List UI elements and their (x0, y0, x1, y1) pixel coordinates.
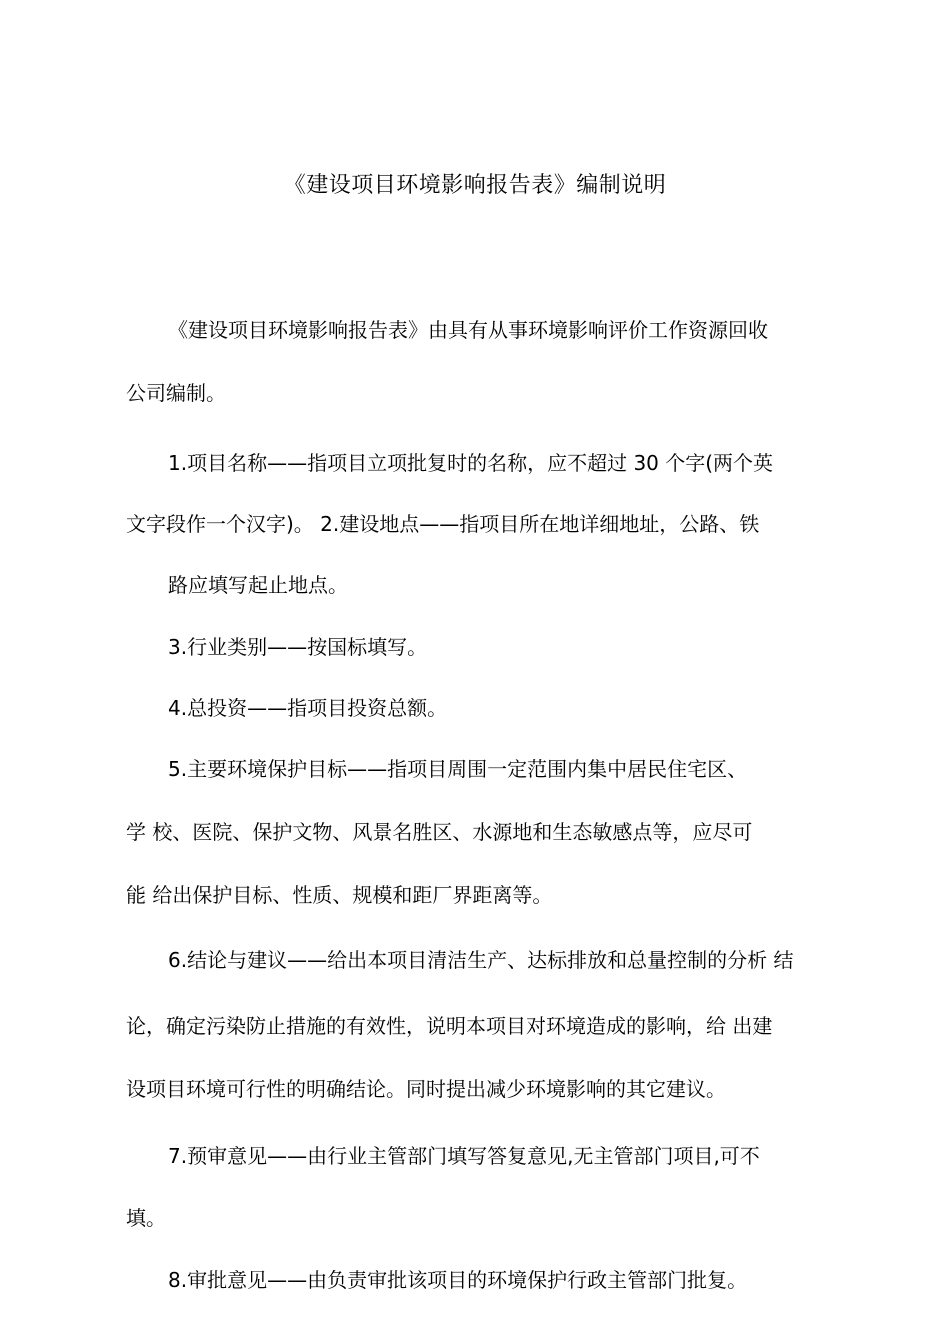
item-5-line-3: 能 给出保护目标、性质、规模和距厂界距离等。 (126, 883, 553, 907)
item-7-line-1: 7.预审意见——由行业主管部门填写答复意见,无主管部门项目,可不 (168, 1144, 760, 1168)
item-7-line-2: 填。 (126, 1206, 166, 1230)
item-6-line-2: 论，确定污染防止措施的有效性，说明本项目对环境造成的影响，给 出建 (126, 1014, 773, 1038)
item-2-line-2: 路应填写起止地点。 (168, 573, 348, 597)
item-5-line-1: 5.主要环境保护目标——指项目周围一定范围内集中居民住宅区、 (168, 757, 748, 781)
intro-line-2: 公司编制。 (126, 381, 226, 405)
item-4-line: 4.总投资——指项目投资总额。 (168, 696, 448, 720)
item-5-line-2: 学 校、医院、保护文物、风景名胜区、水源地和生态敏感点等，应尽可 (126, 820, 753, 844)
item-1-line-2: 文字段作一个汉字)。 2.建设地点——指项目所在地详细地址，公路、铁 (126, 512, 760, 536)
item-3-line: 3.行业类别——按国标填写。 (168, 635, 428, 659)
item-8-line: 8.审批意见——由负责审批该项目的环境保护行政主管部门批复。 (168, 1268, 748, 1292)
item-1-line-1: 1.项目名称——指项目立项批复时的名称，应不超过 30 个字(两个英 (168, 451, 774, 475)
intro-line-1: 《建设项目环境影响报告表》由具有从事环境影响评价工作资源回收 (168, 318, 768, 342)
item-6-line-3: 设项目环境可行性的明确结论。同时提出减少环境影响的其它建议。 (126, 1077, 726, 1101)
item-6-line-1: 6.结论与建议——给出本项目清洁生产、达标排放和总量控制的分析 结 (168, 948, 794, 972)
document-title: 《建设项目环境影响报告表》编制说明 (283, 173, 667, 198)
